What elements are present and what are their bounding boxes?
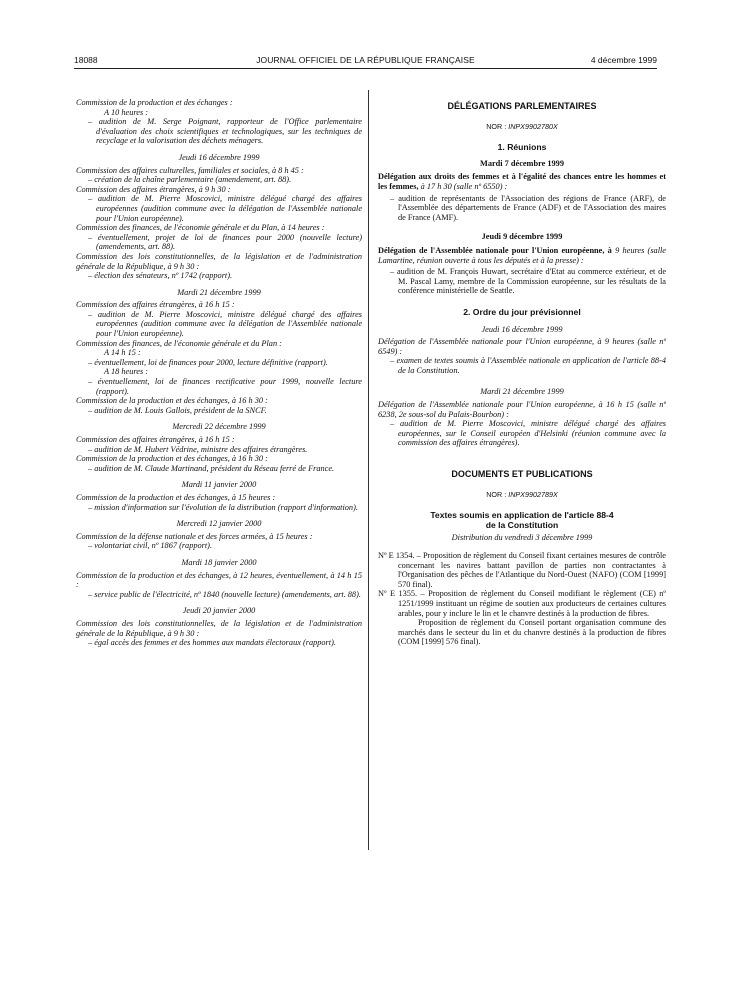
agenda-line: Commission de la production et des échanges, à 16 h 30 : (76, 454, 268, 464)
agenda-item: – éventuellement, projet de loi de finances pour 2000 (nouvelle lecture) (amendements, art. 88). (88, 232, 362, 252)
document-entry: Nº E 1355. – Proposition de règlement du Conseil modifiant le règlement (CE) nº 1251/1999 instituant un régime de soutien aux producteurs de certaines cultures arables, pour y inclure le lin et le chanvre destinés à la production de fibres. (378, 589, 666, 618)
agenda-time: A 10 heures : (104, 107, 149, 117)
agenda-line: Commission de la défense nationale et des forces armées, à 15 heures : (76, 531, 313, 541)
page-header (74, 55, 657, 67)
column-divider (368, 90, 369, 850)
right-column (378, 98, 666, 647)
agenda-line: Commission de la production et des échanges, à 12 heures, éventuellement, à 14 h 15 : (76, 570, 362, 590)
agenda-item: – audition de M. Pierre Moscovici, ministre délégué chargé des affaires européennes, sur le Conseil européen d'Helsinki (réunion commune avec la commission des affaires étrangères). (390, 419, 666, 448)
agenda-line: Commission de la production et des échanges, à 15 heures : (76, 492, 276, 502)
agenda-item: – élection des sénateurs, nº 1742 (rapport). (88, 271, 233, 281)
agenda-item: – examen de textes soumis à l'Assemblée nationale en application de l'article 88-4 de la Constitution. (390, 356, 666, 375)
date-heading: Mardi 18 janvier 2000 (181, 557, 257, 567)
header-rule (74, 68, 657, 69)
agenda-line: Commission des affaires culturelles, familiales et sociales, à 8 h 45 : (76, 165, 304, 175)
page-number: 18088 (74, 55, 98, 65)
distribution-date: Distribution du vendredi 3 décembre 1999 (451, 533, 593, 543)
agenda-item: – égal accès des femmes et des hommes aux mandats électoraux (rapport). (88, 638, 336, 648)
subsection-title: 1. Réunions (497, 142, 547, 153)
agenda-item: – service public de l'électricité, nº 1840 (nouvelle lecture) (amendements, art. 88). (88, 589, 361, 599)
document-entry-continued: Proposition de règlement du Conseil portant organisation commune des marchés dans le secteur du lin et du chanvre destinés à la production de fibres (COM [1999] 576 final). (398, 618, 666, 647)
nor-code: INPX9902780X (508, 121, 558, 131)
agenda-item: – audition de M. Hubert Védrine, ministre des affaires étrangères. (88, 444, 308, 454)
nor-label: NOR : (486, 121, 509, 131)
agenda-item: – mission d'information sur l'évolution de la distribution (rapport d'information). (88, 502, 358, 512)
nor-reference (378, 122, 666, 132)
agenda-item: – audition de M. Serge Poignant, rapporteur de l'Office parlementaire d'évaluation des choix scientifiques et technologiques, sur les techniques de recyclage et la valorisation des déchets ménagers. (88, 117, 362, 146)
delegation-paragraph (378, 246, 666, 265)
agenda-line: Commission de la production et des échanges, à 16 h 30 : (76, 396, 268, 406)
agenda-item: – audition de M. Pierre Moscovici, ministre délégué chargé des affaires européennes (audition commune avec la délégation de l'Assemblée nationale pour l'Union européenne). (88, 309, 362, 339)
agenda-line: Commission des lois constitutionnelles, de la législation et de l'administration générale de la République, à 9 h 30 : (76, 251, 362, 271)
agenda-line: Commission des lois constitutionnelles, de la législation et de l'administration générale de la République, à 9 h 30 : (76, 618, 362, 638)
date-heading: Mardi 21 décembre 1999 (177, 287, 261, 297)
agenda-time: A 18 heures : (104, 367, 149, 377)
date-heading: Mercredi 22 décembre 1999 (172, 422, 266, 432)
agenda-item: – éventuellement, loi de finances rectificative pour 1999, nouvelle lecture (rapport). (88, 377, 362, 396)
delegation-name: Délégation de l'Assemblée nationale pour l'Union européenne, à (378, 245, 612, 255)
agenda-item: – création de la chaîne parlementaire (amendement, art. 88). (88, 175, 292, 185)
left-column (76, 98, 362, 648)
agenda-line: Commission des finances, de l'économie générale et du Plan, à 14 heures : (76, 223, 325, 233)
agenda-line: Commission des affaires étrangères, à 16 h 15 : (76, 300, 235, 310)
agenda-item: – audition de M. Claude Martinand, président du Réseau ferré de France. (88, 463, 335, 473)
date-heading: Jeudi 9 décembre 1999 (481, 232, 563, 242)
subsection-title: Textes soumis en application de l'article 88-4 (430, 510, 614, 521)
date-heading: Jeudi 16 décembre 1999 (178, 152, 260, 162)
agenda-line: Commission des finances, de l'économie générale et du Plan : (76, 338, 282, 348)
agenda-item: – audition de M. François Huwart, secrétaire d'Etat au commerce extérieur, et de M. Pascal Lamy, membre de la Commission européenne, sur les résultats de la conférence ministérielle de Seattle. (390, 267, 666, 296)
date-heading: Jeudi 20 janvier 2000 (182, 606, 256, 616)
agenda-item: – audition de M. Louis Gallois, président de la SNCF. (88, 405, 267, 415)
section-title: DOCUMENTS ET PUBLICATIONS (451, 469, 593, 480)
delegation-paragraph: Délégation de l'Assemblée nationale pour l'Union européenne, à 16 h 15 (salle nº 6238, 2e sous-sol du Palais-Bourbon) : (378, 400, 666, 419)
delegation-paragraph (378, 172, 666, 191)
date-heading: Mardi 11 janvier 2000 (181, 480, 257, 490)
issue-date: 4 décembre 1999 (590, 55, 657, 65)
agenda-line: Commission des affaires étrangères, à 9 h 30 : (76, 184, 231, 194)
date-heading: Mardi 21 décembre 1999 (480, 387, 564, 397)
agenda-item: – éventuellement, loi de finances pour 2000, lecture définitive (rapport). (88, 357, 328, 367)
agenda-time: A 14 h 15 : (104, 348, 141, 358)
delegation-name: Délégation aux droits des femmes et à l'égalité des chances entre les hommes et les femmes, (378, 172, 666, 191)
nor-label: NOR : (486, 489, 509, 499)
section-title: DÉLÉGATIONS PARLEMENTAIRES (447, 101, 597, 111)
nor-reference (378, 490, 666, 500)
date-heading: Mercredi 12 janvier 2000 (176, 519, 262, 529)
agenda-item: – audition de M. Pierre Moscovici, ministre délégué chargé des affaires européennes (audition commune avec la délégation de l'Assemblée nationale pour l'Union européenne). (88, 194, 362, 223)
journal-title: JOURNAL OFFICIEL DE LA RÉPUBLIQUE FRANÇAISE (256, 55, 475, 65)
agenda-line: Commission de la production et des échanges : (76, 98, 233, 107)
meeting-info: 9 heures (salle Lamartine, réunion ouverte à tous les députés et à la presse) : (378, 245, 666, 265)
subsection-title: 2. Ordre du jour prévisionnel (463, 306, 581, 317)
document-entry: Nº E 1354. – Proposition de règlement du Conseil fixant certaines mesures de contrôle concernant les navires battant pavillon de parties non contractantes à l'Organisation des pêches de l'Atlantique du Nord-Ouest (NAFO) (COM [1999] 570 final). (378, 551, 666, 589)
delegation-paragraph: Délégation de l'Assemblée nationale pour l'Union européenne, à 9 heures (salle nº 6549) : (378, 337, 666, 356)
subsection-title-line2: de la Constitution (485, 519, 559, 530)
agenda-item: – volontariat civil, nº 1867 (rapport). (88, 541, 213, 551)
meeting-info: à 17 h 30 (salle nº 6550) : (418, 181, 508, 191)
agenda-item: – audition de représentants de l'Association des régions de France (ARF), de l'Assemblée des départements de France (ADF) et de l'Association des maires de France (AMF). (390, 193, 666, 222)
date-heading: Mardi 7 décembre 1999 (480, 158, 564, 168)
agenda-line: Commission des affaires étrangères, à 16 h 15 : (76, 435, 235, 444)
date-heading: Jeudi 16 décembre 1999 (481, 324, 563, 334)
nor-code: INPX9902789X (508, 489, 558, 499)
